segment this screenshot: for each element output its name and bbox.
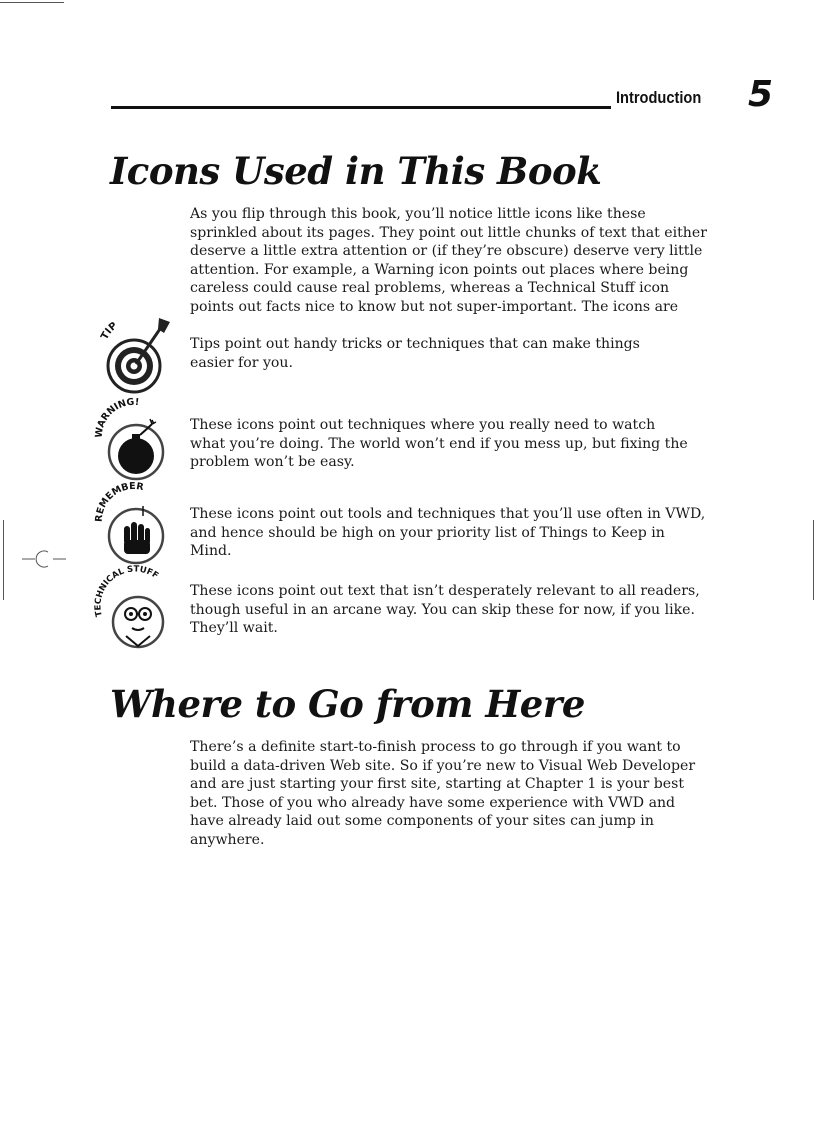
crop-mark-top — [0, 2, 64, 3]
technical-stuff-icon — [93, 564, 174, 648]
warning-icon — [93, 396, 174, 480]
crop-mark-left — [3, 520, 4, 600]
registration-mark — [22, 548, 66, 570]
section-title-icons: Icons Used in This Book — [110, 149, 602, 193]
warning-text: These icons point out techniques where you really need to watch what you’re doing. The world won’t end if you mess up, but fixing the problem won’t be easy. — [190, 417, 688, 471]
warning-icon-label: WARNING! — [93, 396, 140, 439]
crop-mark-right — [813, 520, 814, 600]
remember-text: These icons point out tools and techniques that you’ll use often in VWD, and hence should be high on your priority list of Things to Keep in Mind. — [190, 506, 706, 560]
tip-text: Tips point out handy tricks or techniques that can make things easier for you. — [190, 336, 640, 371]
tip-icon — [96, 316, 174, 394]
header-rule — [111, 106, 611, 109]
remember-icon-label: REMEMBER — [93, 480, 145, 523]
technical-stuff-icon-label: TECHNICAL STUFF — [93, 564, 161, 618]
svg-text:TIP — [99, 320, 119, 341]
running-head: Introduction — [616, 88, 702, 107]
remember-icon — [93, 480, 174, 564]
intro-paragraph: As you flip through this book, you’ll notice little icons like these sprinkled about its pages. They point out little chunks of text that either deserve a little extra attention or (if they’re obscure) deserve very little attention. For example, a Warning icon points out places where being careless could cause real problems, whereas a Technical Stuff icon points out facts nice to know but not super-important. The icons are — [190, 206, 707, 315]
technical-stuff-text: These icons point out text that isn’t desperately relevant to all readers, though useful in an arcane way. You can skip these for now, if you like. They’ll wait. — [190, 583, 700, 637]
section-title-where-to-go: Where to Go from Here — [110, 682, 585, 726]
page-number: 5 — [748, 74, 774, 115]
where-to-go-paragraph: There’s a definite start-to-finish process to go through if you want to build a data-driven Web site. So if you’re new to Visual Web Developer and are just starting your first site, starting at Chapter 1 is your best bet. Those of you who already have some experience with VWD and have already laid out some components of your sites can jump in anywhere. — [190, 739, 696, 848]
tip-icon-label: TIP — [99, 320, 120, 342]
